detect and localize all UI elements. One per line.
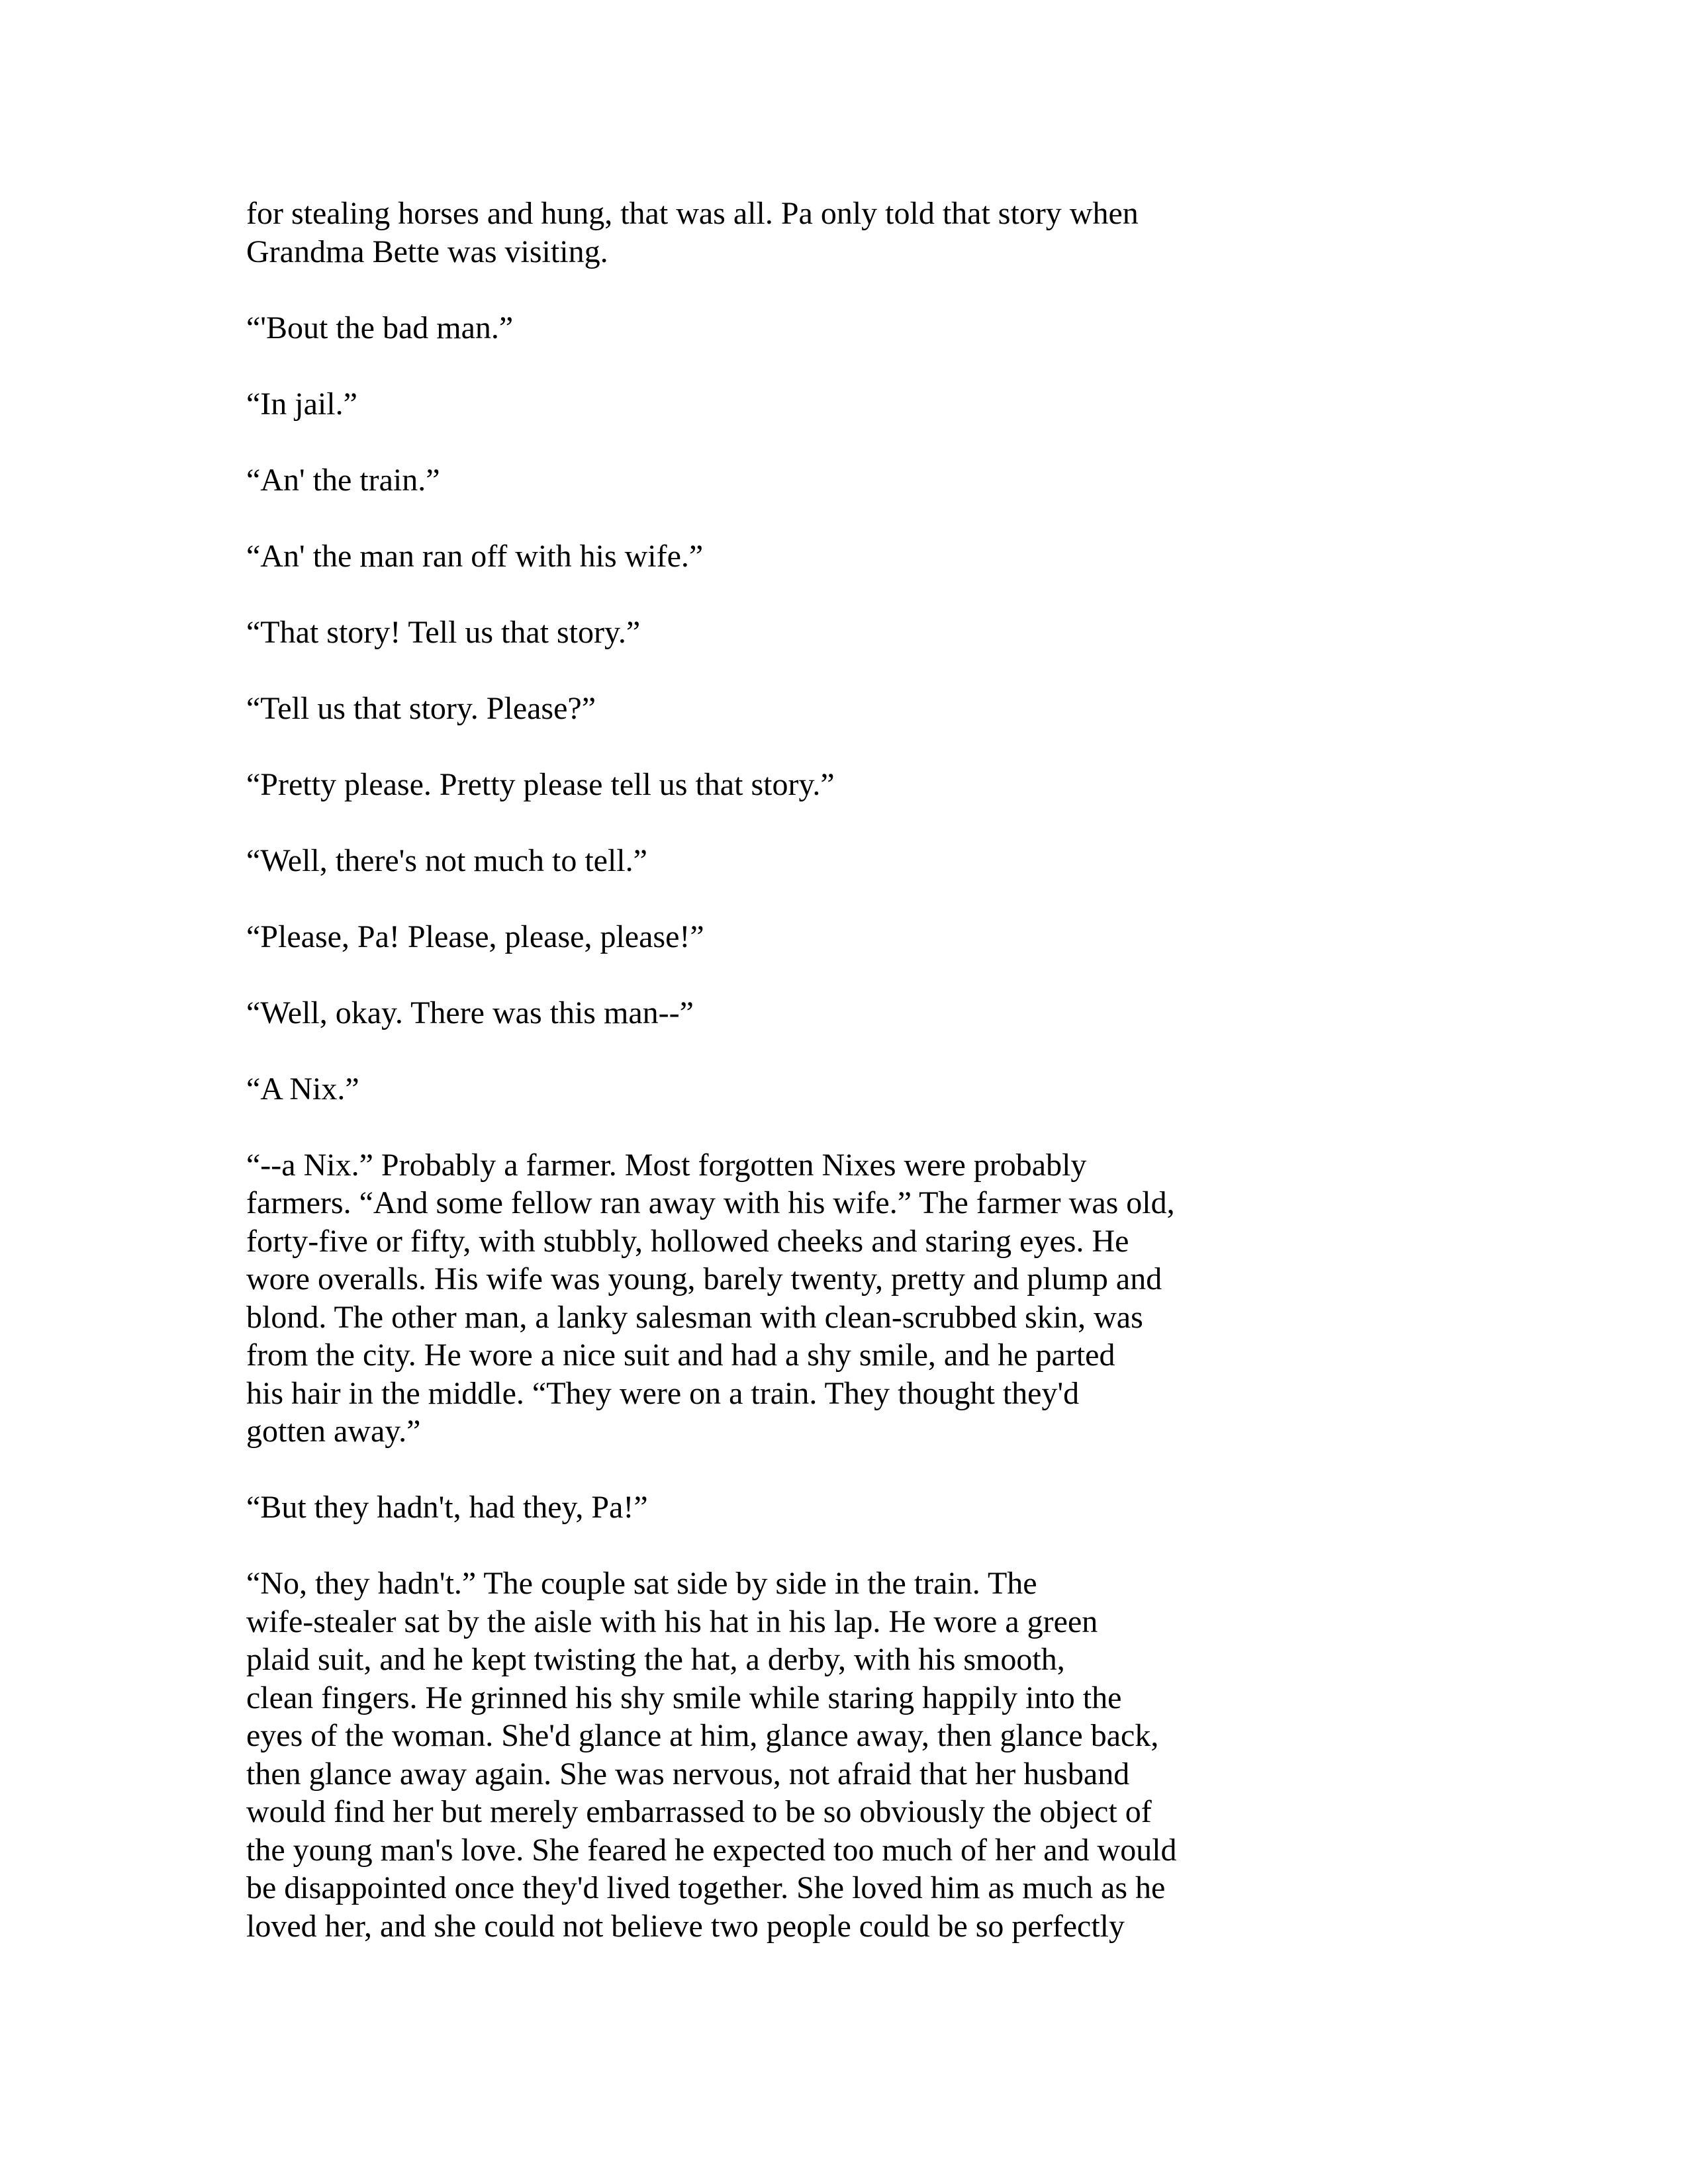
paragraph — [246, 1565, 1279, 1945]
text-line: blond. The other man, a lanky salesman with clean-scrubbed skin, was — [246, 1299, 1143, 1335]
paragraph — [246, 385, 1279, 424]
paragraph — [246, 309, 1279, 347]
paragraph — [246, 537, 1279, 576]
paragraph — [246, 842, 1279, 880]
text-line: “--a Nix.” Probably a farmer. Most forgotten Nixes were probably — [246, 1147, 1087, 1183]
text-line: clean fingers. He grinned his shy smile while staring happily into the — [246, 1680, 1122, 1715]
paragraph — [246, 1488, 1279, 1527]
text-line: plaid suit, and he kept twisting the hat, a derby, with his smooth, — [246, 1642, 1065, 1677]
paragraph — [246, 766, 1279, 804]
text-line: “'Bout the bad man.” — [246, 310, 514, 345]
text-line: “Tell us that story. Please?” — [246, 690, 596, 726]
text-line: wife-stealer sat by the aisle with his hat in his lap. He wore a green — [246, 1604, 1098, 1639]
text-line: “Pretty please. Pretty please tell us that story.” — [246, 766, 835, 802]
text-line: would find her but merely embarrassed to be so obviously the object of — [246, 1794, 1152, 1829]
text-line: “An' the train.” — [246, 462, 440, 498]
text-line: then glance away again. She was nervous, not afraid that her husband — [246, 1756, 1130, 1792]
text-line: “That story! Tell us that story.” — [246, 614, 641, 650]
text-line: wore overalls. His wife was young, barely twenty, pretty and plump and — [246, 1261, 1162, 1297]
paragraph — [246, 690, 1279, 728]
text-line: the young man's love. She feared he expected too much of her and would — [246, 1832, 1177, 1868]
paragraph — [246, 1070, 1279, 1109]
text-line: gotten away.” — [246, 1414, 421, 1449]
text-line: loved her, and she could not believe two people could be so perfectly — [246, 1908, 1125, 1944]
text-line: “A Nix.” — [246, 1071, 359, 1107]
paragraph — [246, 195, 1279, 271]
text-line: “Well, okay. There was this man--” — [246, 995, 694, 1030]
text-line: eyes of the woman. She'd glance at him, glance away, then glance back, — [246, 1718, 1159, 1753]
text-line: “An' the man ran off with his wife.” — [246, 538, 704, 574]
text-line: “But they hadn't, had they, Pa!” — [246, 1490, 648, 1525]
paragraph — [246, 461, 1279, 500]
paragraph — [246, 1146, 1279, 1451]
text-line: farmers. “And some fellow ran away with his wife.” The farmer was old, — [246, 1185, 1175, 1220]
text-line: from the city. He wore a nice suit and had a shy smile, and he parted — [246, 1338, 1115, 1373]
text-line: Grandma Bette was visiting. — [246, 234, 608, 269]
body-text — [246, 195, 1279, 1983]
text-line: “Well, there's not much to tell.” — [246, 842, 647, 878]
paragraph — [246, 994, 1279, 1032]
text-line: be disappointed once they'd lived together. She loved him as much as he — [246, 1870, 1166, 1905]
text-line: “No, they hadn't.” The couple sat side by side in the train. The — [246, 1566, 1037, 1601]
paragraph — [246, 614, 1279, 652]
text-line: forty-five or fifty, with stubbly, hollowed cheeks and staring eyes. He — [246, 1223, 1129, 1259]
text-line: “In jail.” — [246, 386, 357, 422]
text-line: for stealing horses and hung, that was all. Pa only told that story when — [246, 196, 1139, 231]
paragraph — [246, 918, 1279, 956]
text-line: his hair in the middle. “They were on a train. They thought they'd — [246, 1375, 1080, 1411]
text-line: “Please, Pa! Please, please, please!” — [246, 919, 704, 954]
